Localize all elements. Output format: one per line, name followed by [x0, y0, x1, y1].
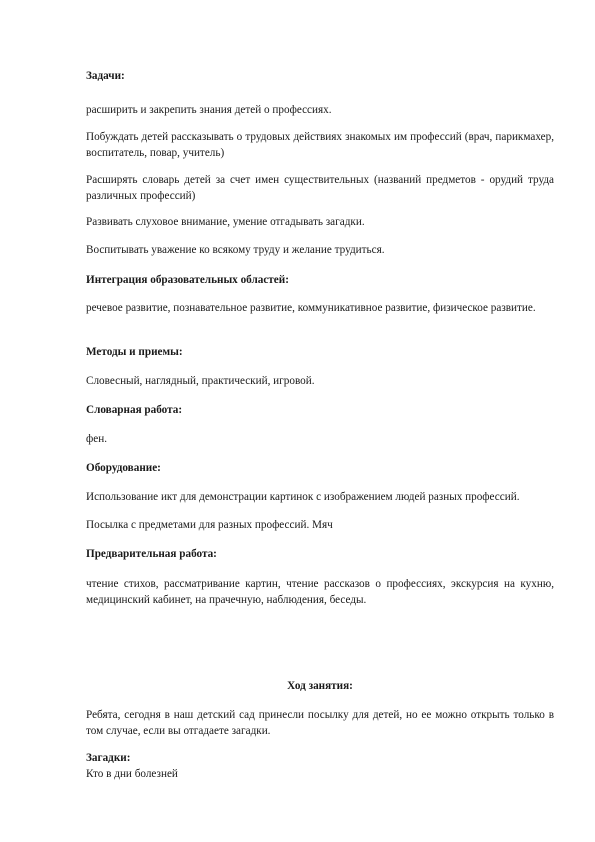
methods-heading: Методы и приемы:: [86, 346, 183, 358]
task-item: Побуждать детей рассказывать о трудовых действиях знакомых им профессий (врач, парикмахер, воспитатель, повар, учитель): [86, 131, 554, 159]
task-item: Расширять словарь детей за счет имен существительных (названий предметов - орудий труда различных профессий): [86, 174, 554, 202]
integration-text: речевое развитие, познавательное развитие, коммуникативное развитие, физическое развитие.: [86, 302, 536, 314]
task-item: расширить и закрепить знания детей о профессиях.: [86, 104, 332, 116]
lesson-heading: Ход занятия:: [287, 680, 353, 692]
tasks-heading: Задачи:: [86, 70, 125, 82]
prework-heading: Предварительная работа:: [86, 548, 217, 560]
vocab-heading: Словарная работа:: [86, 404, 183, 416]
equipment-item: Посылка с предметами для разных профессий. Мяч: [86, 519, 333, 531]
integration-heading: Интеграция образовательных областей:: [86, 274, 289, 286]
equipment-item: Использование икт для демонстрации картинок с изображением людей разных профессий.: [86, 491, 520, 503]
lesson-text: Ребята, сегодня в наш детский сад принесли посылку для детей, но ее можно открыть только в том случае, если вы отгадаете загадки.: [86, 709, 554, 737]
equipment-heading: Оборудование:: [86, 462, 161, 474]
vocab-text: фен.: [86, 433, 107, 445]
riddle-line: Кто в дни болезней: [86, 768, 178, 780]
task-item: Воспитывать уважение ко всякому труду и желание трудиться.: [86, 244, 385, 256]
riddles-heading: Загадки:: [86, 752, 131, 764]
methods-text: Словесный, наглядный, практический, игровой.: [86, 375, 315, 387]
task-item: Развивать слуховое внимание, умение отгадывать загадки.: [86, 216, 365, 228]
prework-text: чтение стихов, рассматривание картин, чтение рассказов о профессиях, экскурсия на кухню, медицинский кабинет, на прачечную, наблюдения, беседы.: [86, 578, 554, 606]
